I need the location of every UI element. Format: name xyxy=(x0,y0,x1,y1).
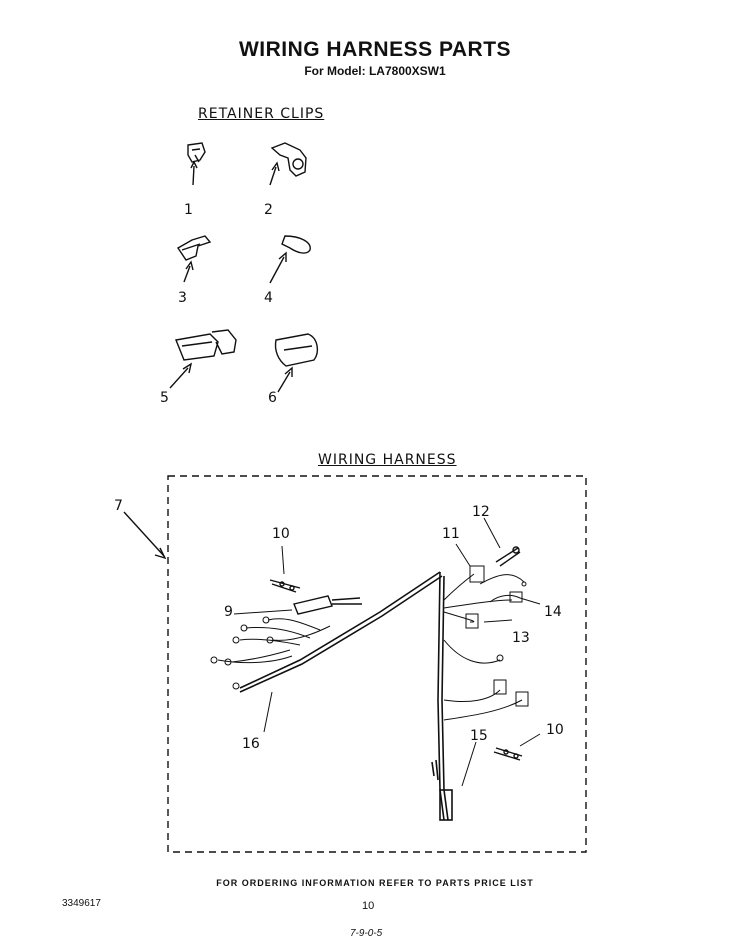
leader-7 xyxy=(124,512,164,556)
ordering-note: FOR ORDERING INFORMATION REFER TO PARTS PRICE LIST xyxy=(216,878,534,888)
harness-trunk xyxy=(240,572,452,820)
callout-15: 15 xyxy=(470,728,488,744)
callout-14: 14 xyxy=(544,604,562,620)
model-subtitle: For Model: LA7800XSW1 xyxy=(304,64,446,78)
callout-6: 6 xyxy=(268,390,277,406)
callout-7: 7 xyxy=(114,498,123,514)
clip-1-drawing xyxy=(188,143,205,185)
terminal-10-right xyxy=(494,748,522,760)
clip-2-drawing xyxy=(270,143,306,185)
clip-6-drawing xyxy=(275,334,317,392)
callout-5: 5 xyxy=(160,390,169,406)
terminal-12 xyxy=(496,547,520,566)
callout-9: 9 xyxy=(224,604,233,620)
callout-2: 2 xyxy=(264,202,273,218)
callout-10-right: 10 xyxy=(546,722,564,738)
date-code: 7-9-0-5 xyxy=(350,928,383,939)
callout-1: 1 xyxy=(184,202,193,218)
page-title: WIRING HARNESS PARTS xyxy=(238,38,512,61)
clip-4-drawing xyxy=(270,236,310,283)
callout-16: 16 xyxy=(242,736,260,752)
terminal-10-left xyxy=(270,580,300,592)
clip-3-drawing xyxy=(178,236,210,282)
page-number: 10 xyxy=(362,900,375,912)
callout-11: 11 xyxy=(442,526,460,542)
callout-3: 3 xyxy=(178,290,187,306)
clip-5-drawing xyxy=(170,330,236,388)
document-number: 3349617 xyxy=(62,898,101,909)
connector-9 xyxy=(294,596,362,614)
wiring-harness-heading: WIRING HARNESS xyxy=(318,452,457,468)
leader-lines xyxy=(234,518,540,786)
callout-10-left: 10 xyxy=(272,526,290,542)
callout-4: 4 xyxy=(264,290,273,306)
callout-12: 12 xyxy=(472,504,490,520)
callout-13: 13 xyxy=(512,630,530,646)
retainer-clips-heading: RETAINER CLIPS xyxy=(198,106,325,122)
